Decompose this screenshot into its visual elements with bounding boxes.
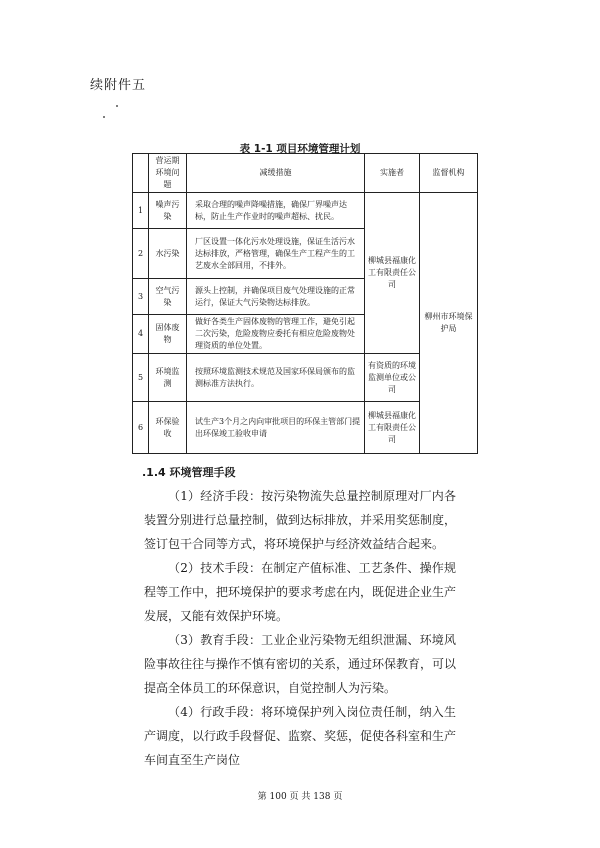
table-title: 表 1-1 项目环境管理计划 bbox=[239, 143, 361, 155]
row-number: 1 bbox=[133, 193, 149, 229]
row-number: 4 bbox=[133, 315, 149, 354]
implementer-cell: 柳城县福康化工有限责任公司 bbox=[365, 402, 420, 454]
page-number-footer: 第 100 页 共 138 页 bbox=[257, 792, 343, 802]
section-heading: .1.4 环境管理手段 bbox=[142, 466, 236, 479]
row-issue: 空气污染 bbox=[149, 279, 187, 315]
implementer-cell: 柳城县福康化工有限责任公司 bbox=[365, 193, 420, 354]
row-issue: 环保验收 bbox=[149, 402, 187, 454]
scan-speck bbox=[103, 116, 105, 118]
row-issue: 水污染 bbox=[149, 229, 187, 279]
row-number: 6 bbox=[133, 402, 149, 454]
header-cell-issue: 营运期环境问题 bbox=[149, 154, 187, 193]
row-measure: 源头上控制，并确保项目废气处理设施的正常运行，保证大气污染物达标排放。 bbox=[187, 279, 365, 315]
supervisor-cell: 柳州市环境保护局 bbox=[420, 193, 478, 454]
scan-speck bbox=[116, 105, 118, 107]
row-measure: 按照环境监测技术规范及国家环保局颁布的监测标准方法执行。 bbox=[187, 354, 365, 402]
paragraph-technical-means: （2）技术手段：在制定产值标准、工艺条件、操作规程等工作中，把环境保护的要求考虑在内，既促进企业生产发展，又能有效保护环境。 bbox=[144, 561, 457, 623]
row-number: 5 bbox=[133, 354, 149, 402]
row-number: 2 bbox=[133, 229, 149, 279]
environment-management-plan-table bbox=[132, 153, 478, 454]
paragraph-administrative-means: （4）行政手段：将环境保护列入岗位责任制，纳入生产调度，以行政手段督促、监察、奖惩，促使各科室和生产车间直至生产岗位 bbox=[144, 705, 457, 767]
header-cell-measure: 减缓措施 bbox=[187, 154, 365, 193]
row-measure: 采取合理的噪声降噪措施，确保厂界噪声达标，防止生产作业时的噪声超标、扰民。 bbox=[187, 193, 365, 229]
table-header-row bbox=[133, 154, 478, 193]
paragraph-education-means: （3）教育手段：工业企业污染物无组织泄漏、环境风险事故往往与操作不慎有密切的关系，通过环保教育，可以提高全体员工的环保意识，自觉控制人为污染。 bbox=[144, 633, 457, 695]
row-measure: 厂区设置一体化污水处理设施，保证生活污水达标排放，严格管理，确保生产工程产生的工艺废水全部回用，不排外。 bbox=[187, 229, 365, 279]
header-cell-implementer: 实施者 bbox=[365, 154, 420, 193]
row-number: 3 bbox=[133, 279, 149, 315]
row-issue: 环境监测 bbox=[149, 354, 187, 402]
table-row bbox=[133, 193, 478, 229]
header-cell-no bbox=[133, 154, 149, 193]
row-measure: 试生产3个月之内向审批项目的环保主管部门提出环保竣工验收申请 bbox=[187, 402, 365, 454]
row-issue: 固体废物 bbox=[149, 315, 187, 354]
attachment-label: 续附件五 bbox=[90, 78, 147, 93]
row-measure: 做好各类生产固体废物的管理工作，避免引起二次污染，危险废物应委托有相应危险废物处理资质的单位处置。 bbox=[187, 315, 365, 354]
implementer-cell: 有资质的环境监测单位或公司 bbox=[365, 354, 420, 402]
paragraph-economic-means: （1）经济手段：按污染物流失总量控制原理对厂内各装置分别进行总量控制，做到达标排放，并采用奖惩制度，签订包干合同等方式，将环境保护与经济效益结合起来。 bbox=[144, 489, 457, 551]
header-cell-supervisor: 监督机构 bbox=[420, 154, 478, 193]
row-issue: 噪声污染 bbox=[149, 193, 187, 229]
